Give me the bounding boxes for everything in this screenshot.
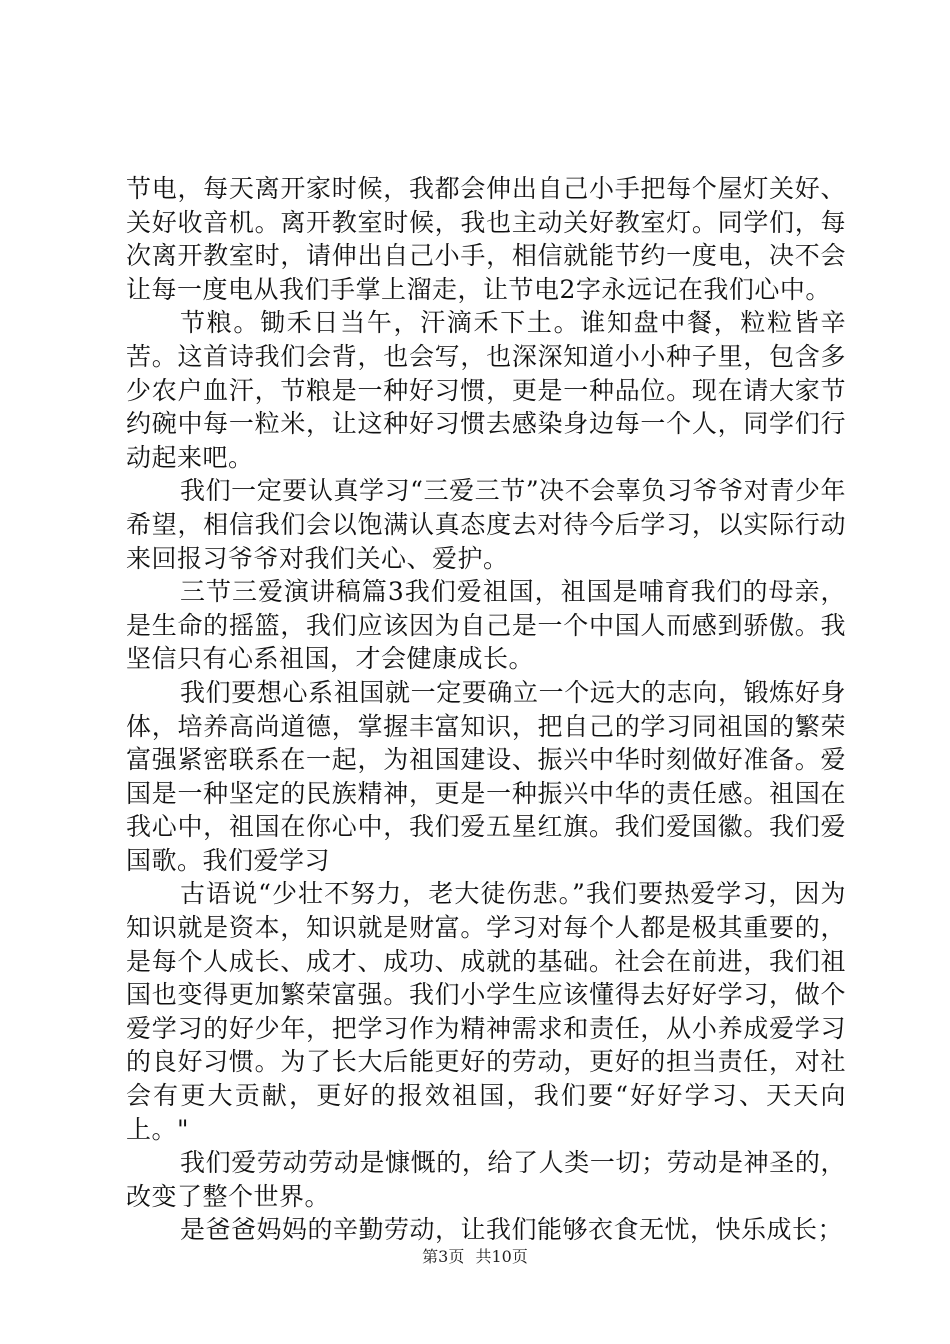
paragraph-2: 节粮。锄禾日当午，汗滴禾下土。谁知盘中餐，粒粒皆辛苦。这首诗我们会背，也会写，也深深知道小小种子里，包含多少农户血汗，节粮是一种好习惯，更是一种品位。现在请大家节约碗中每一粒米，让这种好习惯去感染身边每一个人，同学们行动起来吧。 <box>126 308 846 472</box>
page-total: 共10页 <box>475 1247 528 1266</box>
paragraph-4: 三节三爱演讲稿篇3我们爱祖国，祖国是哺育我们的母亲，是生命的摇篮，我们应该因为自己是一个中国人而感到骄傲。我坚信只有心系祖国，才会健康成长。 <box>126 577 846 674</box>
paragraph-3: 我们一定要认真学习“三爱三节”决不会辜负习爷爷对青少年希望，相信我们会以饱满认真态度去对待今后学习，以实际行动来回报习爷爷对我们关心、爱护。 <box>126 476 846 573</box>
document-body <box>126 172 846 1247</box>
page-footer <box>0 1244 950 1267</box>
paragraph-6: 古语说“少壮不努力，老大徒伤悲。”我们要热爱学习，因为知识就是资本，知识就是财富。学习对每个人都是极其重要的，是每个人成长、成才、成功、成就的基础。社会在前进，我们祖国也变得更加繁荣富强。我们小学生应该懂得去好好学习，做个爱学习的好少年，把学习作为精神需求和责任，从小养成爱学习的良好习惯。为了长大后能更好的劳动，更好的担当责任，对社会有更大贡献，更好的报效祖国，我们要“好好学习、天天向上。" <box>126 879 846 1144</box>
paragraph-5: 我们要想心系祖国就一定要确立一个远大的志向，锻炼好身体，培养高尚道德，掌握丰富知识，把自己的学习同祖国的繁荣富强紧密联系在一起，为祖国建设、振兴中华时刻做好准备。爱国是一种坚定的民族精神，更是一种振兴中华的责任感。祖国在我心中，祖国在你心中，我们爱五星红旗。我们爱国徽。我们爱国歌。我们爱学习 <box>126 677 846 875</box>
paragraph-8: 是爸爸妈妈的辛勤劳动，让我们能够衣食无忧，快乐成长； <box>180 1215 844 1245</box>
page-number: 第3页 <box>422 1247 465 1266</box>
paragraph-7: 我们爱劳动劳动是慷慨的，给了人类一切；劳动是神圣的，改变了整个世界。 <box>126 1148 846 1211</box>
paragraph-1: 节电，每天离开家时候，我都会伸出自己小手把每个屋灯关好、关好收音机。离开教室时候，我也主动关好教室灯。同学们，每次离开教室时，请伸出自己小手，相信就能节约一度电，决不会让每一度电从我们手掌上溜走，让节电2字永远记在我们心中。 <box>126 174 846 304</box>
